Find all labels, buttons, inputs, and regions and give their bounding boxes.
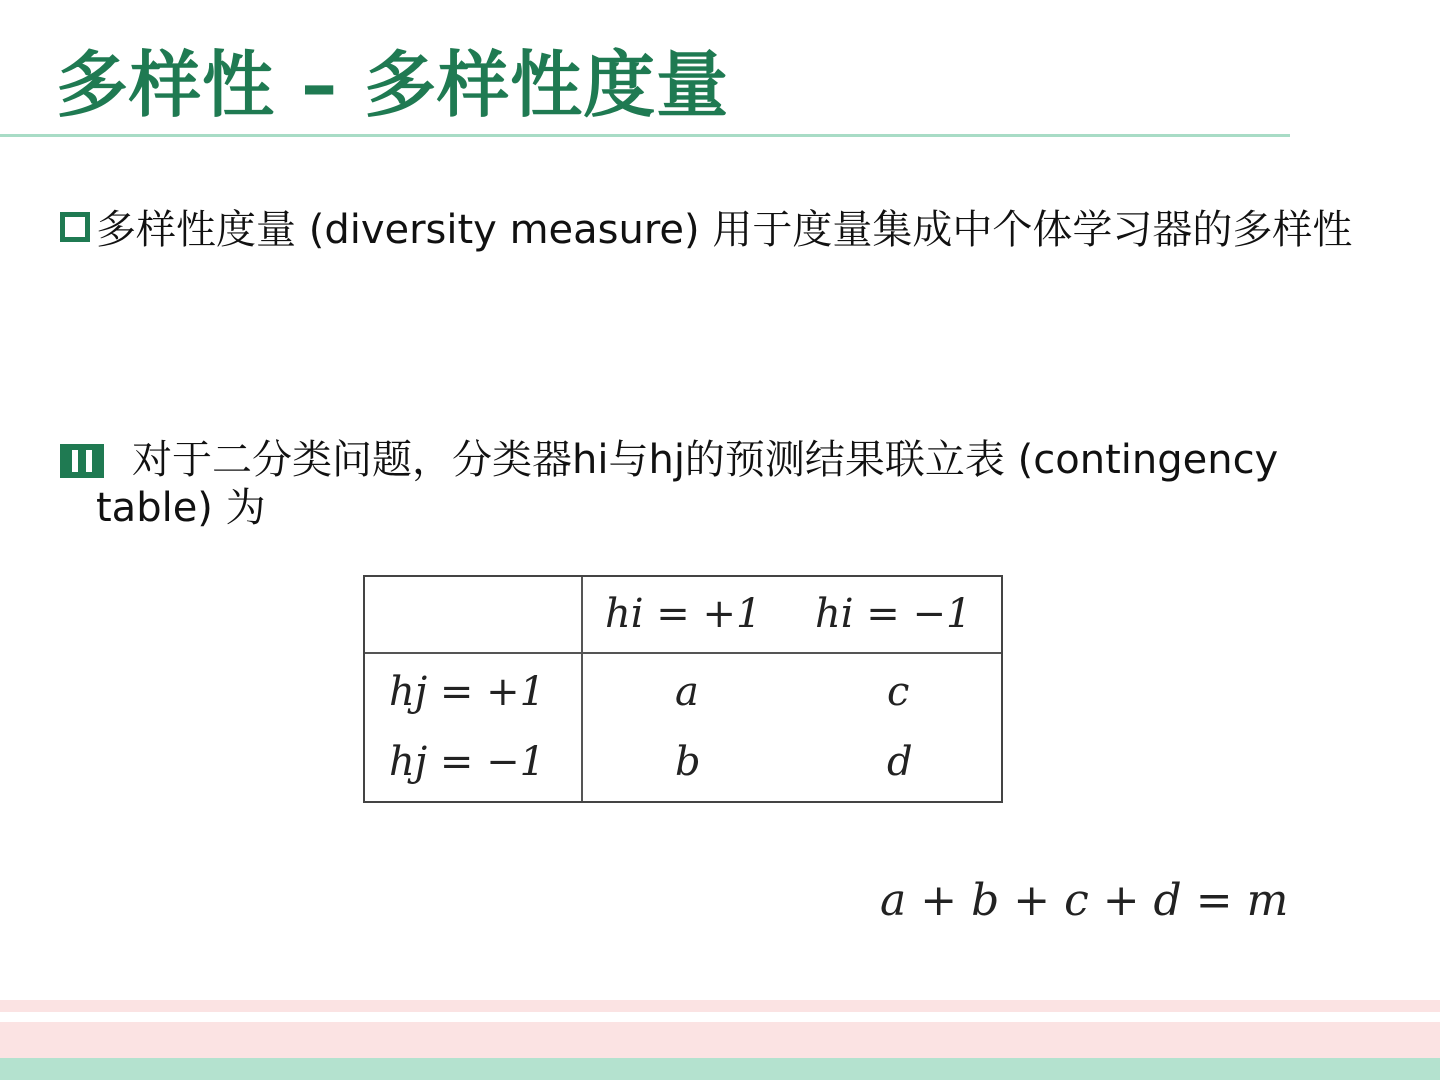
row-label-hj-plus: hj = +1: [389, 669, 546, 715]
header-hi-minus: hi = −1: [815, 591, 972, 637]
row-label-hj-minus: hj = −1: [389, 739, 546, 785]
sum-equation: a + b + c + d = m: [880, 875, 1289, 926]
bullet-diversity-measure: [60, 206, 1390, 254]
cell-b: b: [675, 739, 701, 785]
bar-block-icon: [60, 444, 104, 478]
table-divider-vertical: [581, 577, 583, 801]
hollow-square-icon: [60, 212, 90, 242]
footer-band-bottom: [0, 1058, 1440, 1080]
cell-c: c: [887, 669, 910, 715]
bullet-text: 对于二分类问题，分类器hi与hj的预测结果联立表 (contingency table) 为: [96, 437, 1279, 531]
cell-a: a: [675, 669, 699, 715]
footer-band-top: [0, 1000, 1440, 1012]
header-hi-plus: hi = +1: [605, 591, 762, 637]
title-divider: [0, 134, 1290, 137]
bullet-contingency-table: [60, 436, 1390, 532]
slide-title: 多样性 – 多样性度量: [56, 43, 730, 127]
bullet-text: 多样性度量 (diversity measure) 用于度量集成中个体学习器的多样性: [96, 207, 1353, 253]
table-divider-horizontal: [365, 652, 1001, 654]
footer-band-middle: [0, 1022, 1440, 1058]
cell-d: d: [887, 739, 913, 785]
contingency-table: [363, 575, 1003, 803]
